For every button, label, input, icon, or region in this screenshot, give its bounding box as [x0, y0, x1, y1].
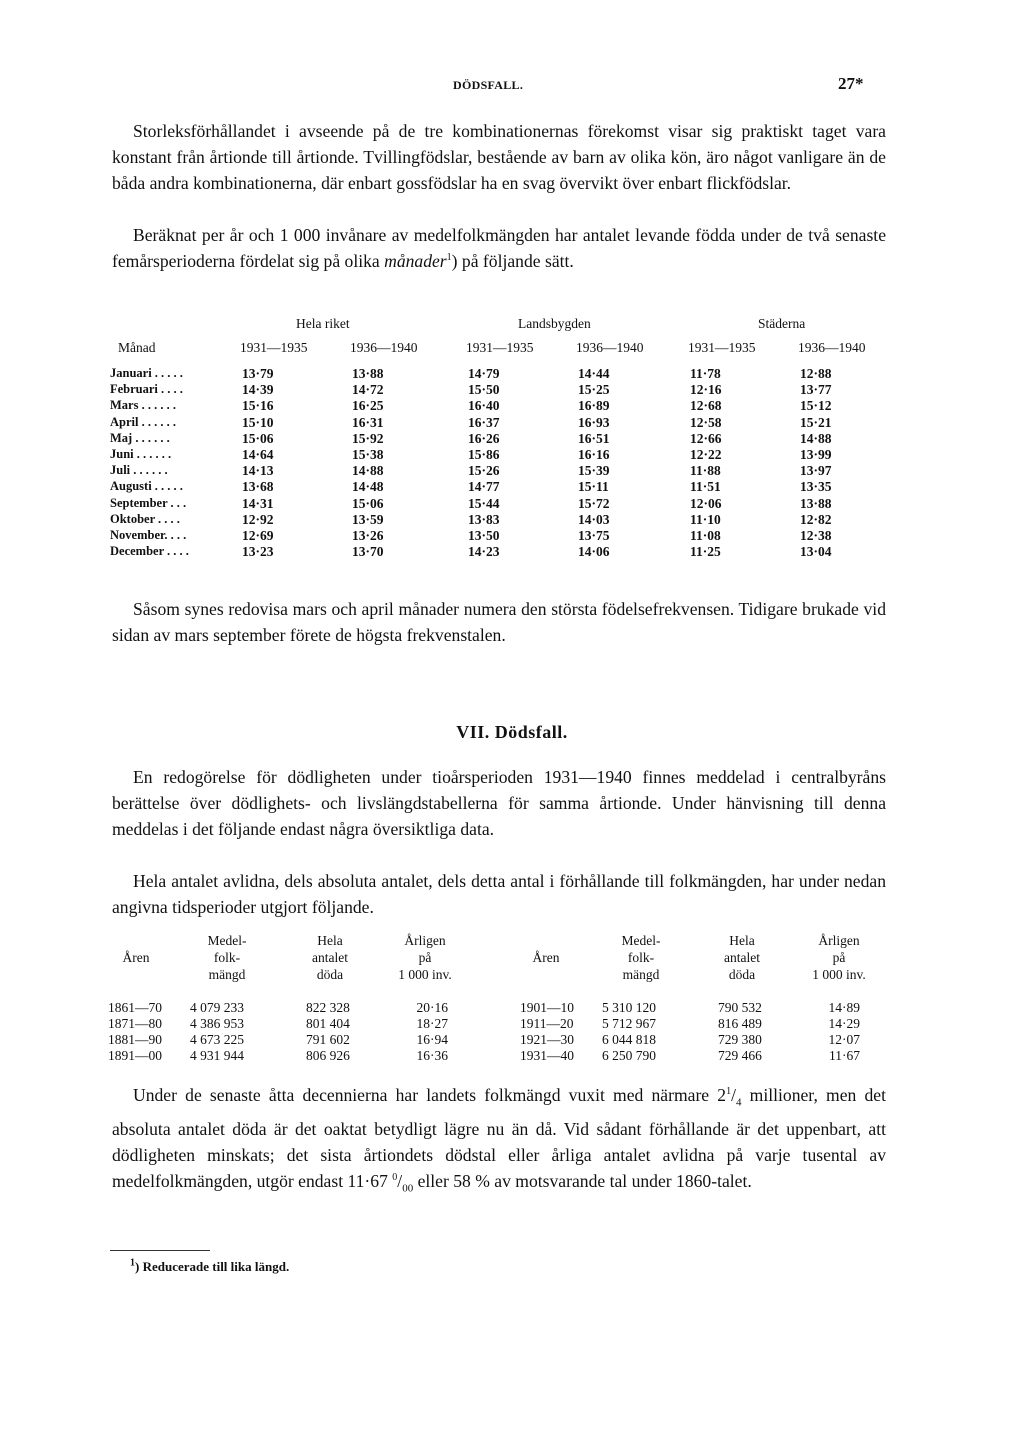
deaths-header-line: döda	[316, 967, 344, 982]
deaths-header-left	[290, 932, 370, 983]
page-header	[0, 74, 1024, 102]
population-header-line: folk-	[627, 950, 655, 965]
footnote-mark: 1	[130, 1257, 135, 1269]
population-header-line: folk-	[213, 950, 241, 965]
population-header-line: mängd	[622, 967, 660, 982]
rate-header-line: Årligen	[818, 933, 860, 948]
deaths-header-line: antalet	[312, 950, 348, 965]
rate-cell: 14·13	[242, 463, 274, 479]
rate-cell: 14·03	[578, 511, 610, 527]
death-rate-cell: 12·07	[828, 1032, 860, 1047]
rate-cell: 16·37	[468, 414, 500, 430]
month-row	[110, 447, 890, 463]
closing-paragraph: Under de senaste åtta decennierna har landets folkmängd vuxit med närmare $2^1/_4$ millioner, men det absoluta antalet döda är det oaktat betydligt lägre nu än då. Vid sådant förhållande är det uppenbart, att dödligheten minskats; det sista årtiondets dödstal eller årliga antalet avlidna på varje tusental av medelfolkmängden, utgör endast 11·67 $^0/_{00}$ eller 58 % av motsvarande tal under 1860-talet.	[112, 1085, 886, 1195]
death-rate-cell: 14·29	[828, 1016, 860, 1031]
rate-cell: 13·70	[352, 544, 384, 560]
intro-paragraph-1: Storleksförhållandet i avseende på de tre kombinationernas förekomst visar sig praktiskt taget vara konstant från årtionde till årtionde. Tvillingfödslar, bestående av barn av olika kön, äro något vanligare än de båda andra kombinationerna, där enbart gossfödslar ha en svag övervikt över enbart flickfödslar.	[112, 121, 886, 193]
rate-cell: 12·38	[800, 528, 832, 543]
population-header-line: Medel-	[621, 933, 661, 948]
after-table-paragraph: Såsom synes redovisa mars och april månader numera den största födelsefrekvensen. Tidigare brukade vid sidan av mars september förete de högsta frekvenstalen.	[112, 599, 886, 645]
rate-cell: 14·88	[352, 463, 384, 479]
rate-cell: 15·11	[578, 479, 609, 495]
group-header-landsbygden: Landsbygden	[518, 316, 591, 331]
month-label: Augusti . . . . .	[110, 479, 183, 494]
month-label: Mars . . . . . .	[110, 398, 176, 413]
rate-cell: 12·68	[690, 398, 722, 414]
page-number: 27*	[838, 74, 864, 93]
fraction-numerator: 1	[726, 1086, 732, 1098]
rate-cell: 15·26	[468, 463, 500, 479]
period-header: 1936—1940	[798, 340, 866, 355]
rate-cell: 12·66	[690, 430, 722, 446]
rate-cell: 12·16	[690, 382, 722, 398]
month-label: Januari . . . . .	[110, 366, 183, 380]
month-row	[110, 512, 890, 528]
death-row	[108, 1016, 888, 1033]
deaths-paragraph-2: Hela antalet avlidna, dels absoluta antalet, dels detta antal i förhållande till folkmängden, har under nedan angivna tidsperioder utgjort följande.	[112, 871, 886, 917]
rate-cell: 13·59	[352, 511, 384, 527]
death-rate-cell: 18·27	[416, 1016, 448, 1031]
death-deaths-cell: 801 404	[306, 1016, 350, 1031]
rate-cell: 15·12	[800, 398, 832, 414]
rate-cell: 14·31	[242, 495, 274, 511]
rate-cell: 14·79	[468, 366, 500, 381]
rate-cell: 12·58	[690, 414, 722, 430]
death-years-cell: 1911—20	[520, 1016, 574, 1031]
death-deaths-cell: 816 489	[718, 1016, 762, 1031]
rate-cell: 12·69	[242, 528, 274, 543]
rate-cell: 13·79	[242, 366, 274, 381]
death-rate-cell: 11·67	[829, 1048, 860, 1063]
rate-cell: 16·25	[352, 398, 384, 414]
period-header: 1931—1935	[240, 340, 308, 355]
rate-cell: 15·86	[468, 447, 500, 462]
rate-cell: 16·40	[468, 398, 500, 414]
death-pop-cell: 4 673 225	[190, 1032, 244, 1047]
rate-cell: 13·23	[242, 544, 274, 560]
rate-cell: 13·35	[800, 479, 832, 495]
month-label: Februari . . . .	[110, 382, 183, 397]
deaths-paragraph-1: En redogörelse för dödligheten under tioårsperioden 1931—1940 finnes meddelad i centralbyråns berättelse över dödlighets- och livslängdstabellerna för samma årtionde. Under hänvisning till denna meddelas i det följande endast några översiktliga data.	[112, 767, 886, 839]
footnote	[130, 1259, 289, 1275]
month-row	[110, 544, 890, 560]
rate-cell: 14·44	[578, 366, 610, 381]
month-label: Oktober . . . .	[110, 511, 180, 526]
rate-cell: 13·77	[800, 382, 832, 398]
years-header-right: Åren	[532, 950, 560, 965]
month-row	[110, 496, 890, 512]
intro-p2-end: ) på följande sätt.	[451, 251, 574, 271]
death-deaths-cell: 790 532	[718, 1000, 762, 1015]
population-header-line: Medel-	[207, 933, 247, 948]
deaths-header-right	[702, 932, 782, 983]
period-header: 1936—1940	[576, 340, 644, 355]
rate-cell: 12·88	[800, 366, 832, 381]
month-label: December . . . .	[110, 544, 189, 559]
month-label: Juni . . . . . .	[110, 447, 172, 461]
death-years-cell: 1871—80	[108, 1016, 162, 1031]
rate-cell: 14·88	[800, 430, 832, 446]
month-column-header: Månad	[118, 340, 156, 355]
rate-cell: 15·16	[242, 398, 274, 414]
death-years-cell: 1931—40	[520, 1048, 574, 1063]
rate-cell: 15·25	[578, 382, 610, 398]
rate-cell: 15·39	[578, 463, 610, 479]
fraction-denominator: 4	[735, 1096, 742, 1109]
death-deaths-cell: 806 926	[306, 1048, 350, 1063]
month-label: September . . .	[110, 495, 187, 510]
population-header-right	[596, 932, 686, 983]
years-header-left: Åren	[122, 950, 150, 965]
closing-text-a: Under de senaste åtta decennierna har landets folkmängd vuxit med närmare 2	[133, 1085, 727, 1105]
death-deaths-cell: 791 602	[306, 1032, 350, 1047]
death-pop-cell: 5 310 120	[602, 1000, 656, 1015]
rate-cell: 16·51	[578, 430, 610, 446]
death-pop-cell: 4 079 233	[190, 1000, 244, 1015]
death-deaths-cell: 822 328	[306, 1000, 350, 1015]
period-header: 1936—1940	[350, 340, 418, 355]
closing-text-b: millioner, men det absoluta antalet döda är det oaktat betydligt lägre nu än då. Vid sådant förhållande är det uppenbart, att dödligheten minskats; det sista årtiondets dödstal eller årliga antalet avlidna på varje tusental av medelfolkmängden, utgör endast 11·67	[112, 1085, 886, 1191]
death-years-cell: 1891—00	[108, 1048, 162, 1063]
month-row	[110, 382, 890, 398]
month-row	[110, 366, 890, 382]
death-rate-cell: 16·94	[416, 1032, 448, 1047]
rate-cell: 11·88	[690, 463, 721, 479]
rate-cell: 15·06	[352, 495, 384, 511]
rate-cell: 13·97	[800, 463, 832, 479]
rate-cell: 12·92	[242, 511, 274, 527]
group-header-hela-riket: Hela riket	[296, 316, 350, 331]
rate-cell: 11·10	[690, 511, 721, 527]
footnote-text: ) Reducerade till lika längd.	[135, 1259, 290, 1274]
rate-cell: 12·82	[800, 511, 832, 527]
death-years-cell: 1881—90	[108, 1032, 162, 1047]
death-rate-cell: 20·16	[416, 1000, 448, 1015]
section-title: VII. Dödsfall.	[456, 722, 568, 742]
rate-cell: 13·83	[468, 511, 500, 527]
rate-cell: 11·51	[690, 479, 721, 495]
death-pop-cell: 6 250 790	[602, 1048, 656, 1063]
rate-cell: 15·50	[468, 382, 500, 398]
rate-cell: 14·48	[352, 479, 384, 495]
month-label: April . . . . . .	[110, 414, 176, 429]
death-row	[108, 1032, 888, 1049]
rate-cell: 11·25	[690, 544, 721, 560]
death-pop-cell: 6 044 818	[602, 1032, 656, 1047]
death-years-cell: 1921—30	[520, 1032, 574, 1047]
month-row	[110, 398, 890, 414]
month-row	[110, 415, 890, 431]
month-row	[110, 463, 890, 479]
month-label: Juli . . . . . .	[110, 463, 168, 478]
rate-cell: 14·06	[578, 544, 610, 560]
death-pop-cell: 4 386 953	[190, 1016, 244, 1031]
period-header: 1931—1935	[688, 340, 756, 355]
rate-header-right	[794, 932, 884, 983]
rate-cell: 11·08	[690, 528, 721, 543]
rate-cell: 13·26	[352, 528, 384, 543]
rate-cell: 14·39	[242, 382, 274, 398]
rate-cell: 13·88	[800, 495, 832, 511]
rate-cell: 12·22	[690, 447, 722, 462]
death-years-cell: 1861—70	[108, 1000, 162, 1015]
month-row	[110, 479, 890, 495]
month-row	[110, 528, 890, 544]
death-pop-cell: 4 931 944	[190, 1048, 244, 1063]
month-label: November. . . .	[110, 528, 187, 542]
intro-paragraph-2	[112, 222, 886, 274]
death-row	[108, 1000, 888, 1017]
intro-p2-start: Beräknat per år och 1 000 invånare av medelfolkmängden har antalet levande födda under de två senaste femårsperioderna fördelat sig på olika	[112, 225, 886, 271]
death-row	[108, 1048, 888, 1065]
permille-bottom: 00	[402, 1182, 414, 1195]
rate-header-left	[380, 932, 470, 983]
permille-top: 0	[392, 1171, 398, 1183]
period-header: 1931—1935	[466, 340, 534, 355]
deaths-header-line: antalet	[724, 950, 760, 965]
rate-header-line: på	[418, 950, 432, 965]
rate-cell: 15·06	[242, 430, 274, 446]
month-label: Maj . . . . . .	[110, 430, 170, 445]
rate-cell: 13·04	[800, 544, 832, 560]
rate-cell: 16·89	[578, 398, 610, 414]
month-row	[110, 431, 890, 447]
deaths-header-line: döda	[728, 967, 756, 982]
group-header-staderna: Städerna	[758, 316, 806, 331]
rate-cell: 16·16	[578, 447, 610, 462]
rate-cell: 14·72	[352, 382, 384, 398]
death-deaths-cell: 729 380	[718, 1032, 762, 1047]
rate-cell: 16·93	[578, 414, 610, 430]
death-deaths-cell: 729 466	[718, 1048, 762, 1063]
closing-text-c: eller 58 % av motsvarande tal under 1860-talet.	[413, 1170, 752, 1191]
rate-cell: 16·26	[468, 430, 500, 446]
death-pop-cell: 5 712 967	[602, 1016, 656, 1031]
running-title: DÖDSFALL.	[453, 78, 524, 92]
rate-header-line: Årligen	[404, 933, 446, 948]
rate-cell: 16·31	[352, 414, 384, 430]
rate-cell: 12·06	[690, 495, 722, 511]
rate-cell: 15·44	[468, 495, 500, 511]
death-rate-cell: 14·89	[828, 1000, 860, 1015]
rate-cell: 15·38	[352, 447, 384, 462]
rate-cell: 15·92	[352, 430, 384, 446]
death-rate-cell: 16·36	[416, 1048, 448, 1063]
rate-cell: 13·68	[242, 479, 274, 495]
footnote-divider	[110, 1250, 210, 1251]
rate-cell: 14·64	[242, 447, 274, 462]
population-header-line: mängd	[208, 967, 246, 982]
rate-header-line: 1 000 inv.	[398, 967, 452, 982]
rate-cell: 13·99	[800, 447, 832, 462]
rate-header-line: 1 000 inv.	[812, 967, 866, 982]
rate-cell: 15·21	[800, 414, 832, 430]
rate-cell: 13·75	[578, 528, 610, 543]
intro-p2-emphasis: månader	[384, 251, 447, 271]
deaths-header-line: Hela	[729, 933, 755, 948]
rate-cell: 11·78	[690, 366, 721, 381]
rate-cell: 13·50	[468, 528, 500, 543]
rate-cell: 14·77	[468, 479, 500, 495]
rate-cell: 15·10	[242, 414, 274, 430]
rate-cell: 14·23	[468, 544, 500, 560]
rate-cell: 15·72	[578, 495, 610, 511]
rate-header-line: på	[832, 950, 846, 965]
footnote-reference: 1	[446, 252, 452, 264]
population-header-left	[182, 932, 272, 983]
rate-cell: 13·88	[352, 366, 384, 381]
deaths-header-line: Hela	[317, 933, 343, 948]
death-years-cell: 1901—10	[520, 1000, 574, 1015]
